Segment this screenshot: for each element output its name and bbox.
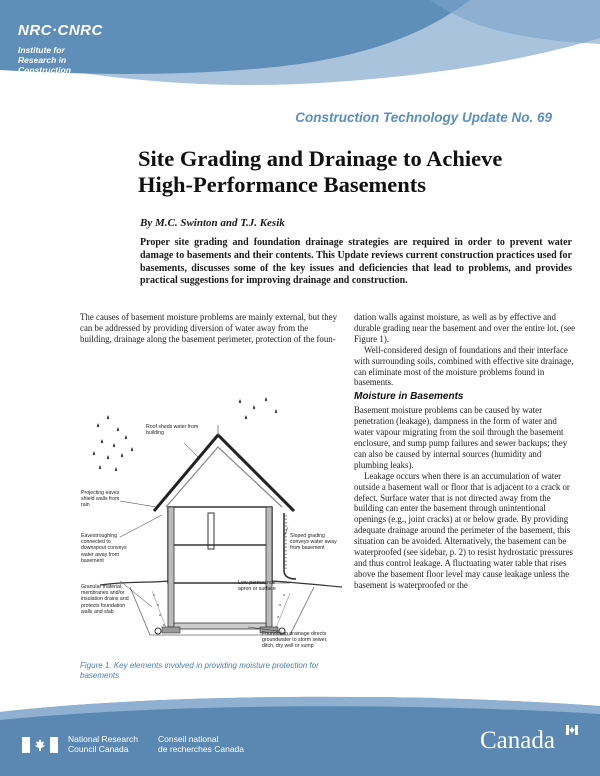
page-title [138,146,578,198]
institute-line-2: Research in [18,55,67,65]
nrc-fr-line-2: de recherches Canada [158,744,245,754]
nrc-brand [18,22,103,75]
nrc-en-line-2: Council Canada [68,744,129,754]
label-eaves: Projecting eaves shield walls from rain [81,490,120,509]
institute-line-1: Institute for [18,45,65,55]
figure-caption [80,661,342,680]
paragraph-causes: Basement moisture problems can be caused by water penetration (leakage), dampness in the form of water and water vapour migrating from the soil through the basement enclosure, and sump pump failures and sewer backups; they can also be caused by internal sources (humidity and plumbing leaks). [354,405,568,470]
caption-prefix: Figure 1. [80,661,112,670]
canada-flag-icon [22,737,58,753]
section-heading: Moisture in Basements [354,391,464,403]
byline: By M.C. Swinton and T.J. Kesik [140,217,285,229]
title-line-2: High-Performance Basements [138,172,427,197]
wordmark-flag-icon [566,725,578,735]
label-sloped-grading: Sloped grading conveys water away from basement [290,533,337,552]
nrc-fr-line-1: Conseil national [158,734,219,744]
intro-paragraph: The causes of basement moisture problems are mainly external, but they can be addressed by providing diversion of water away from the building, drainage along the basement perimeter, protection of the foun- [80,312,338,344]
nrc-logo: NRC·CNRC [18,22,103,39]
nrc-name-english [68,734,138,754]
label-roof: Roof sheds water from building [146,424,199,437]
paragraph-design: Well-considered design of foundations and their interface with surrounding soils, combined with effective site drainage, can eliminate most of the moisture problems found in basements. [354,344,574,388]
label-foundation-drainage: Foundation drainage directs groundwater to storm sewer, ditch, dry well or sump [262,631,328,650]
column-2 [354,312,576,591]
caption-text: Key elements involved in providing moisture protection for basements [80,661,319,680]
label-granular: Granular material, membranes and/or insulation drains and protects foundation walls and slab [81,584,129,615]
nrc-en-line-1: National Research [68,734,138,744]
figure-house-diagram [80,395,342,657]
header-banner [0,0,600,100]
label-apron: Low-permeance apron or surface [238,580,276,593]
nrc-name-french [158,734,244,754]
series-label: Construction Technology Update No. 69 [295,110,552,125]
institute-line-3: Construction [18,65,71,75]
title-line-1: Site Grading and Drainage to Achieve [138,146,503,171]
canada-wordmark: Canada [480,727,555,754]
label-eavestrough: Eavestroughing connected to downspout conveys water away from basement [81,533,127,564]
abstract: Proper site grading and foundation drainage strategies are required in order to prevent water damage to basements and their contents. This Update reviews current construction practices used for basements, discusses some of the key issues and deficiencies that lead to problems, and provides practical suggestions for improving drainage and construction. [140,237,572,287]
column-1 [80,312,342,345]
paragraph-continuation: dation walls against moisture, as well as by effective and durable grading near the basement and over the entire lot. (see Figure 1). [354,312,576,344]
paragraph-leakage: Leakage occurs when there is an accumulation of water outside a basement wall or floor that is adjacent to a crack or defect. Surface water that is not directed away from the building can enter the basement through unintentional openings (e.g., joint cracks) at or below grade. By providing adequate drainage around the perimeter of the basement, this situation can be avoided. Alternatively, the basement can be waterproofed (see sidebar, p. 2) to resist hydrostatic pressures and thus control leakage. A fluctuating water table that rises above the basement floor level may cause leakage unless the basement is waterproofed or the [354,470,573,590]
